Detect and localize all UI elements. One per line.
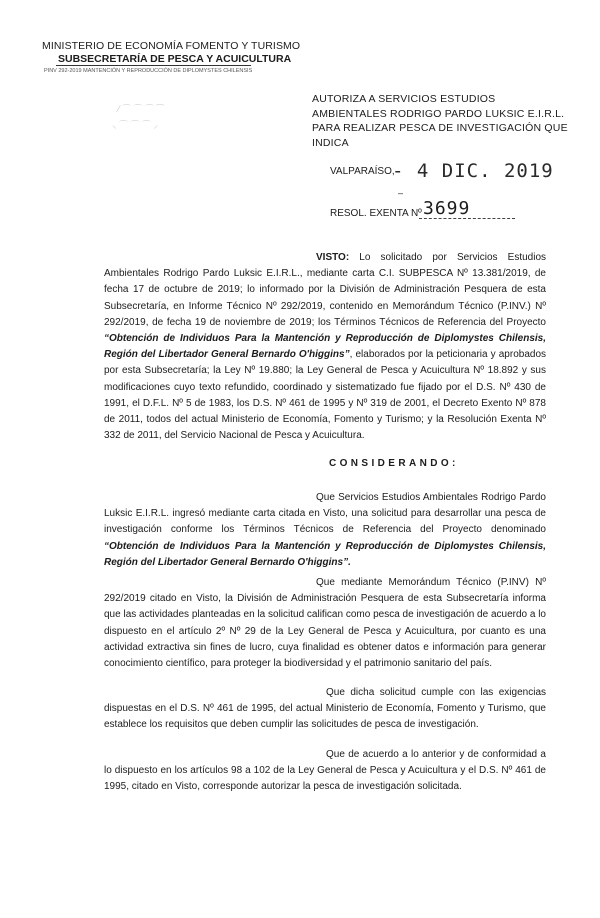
dash-mark: – [398, 188, 404, 198]
subsecretaria-name: SUBSECRETARÍA DE PESCA Y ACUICULTURA [58, 53, 292, 65]
visto-paragraph [104, 250, 546, 444]
visto-label: VISTO: [316, 252, 350, 263]
c1-text: Que Servicios Estudios Ambientales Rodrigo Pardo Luksic E.I.R.L. ingresó mediante carta citada en Visto, una solicitud para desarrollar una pesca de investigación conforme los Términos Técnicos de Referencia del Proyecto denominado [104, 492, 546, 536]
document-subject: AUTORIZA A SERVICIOS ESTUDIOS AMBIENTALES RODRIGO PARDO LUKSIC E.I.R.L. PARA REALIZAR PESCA DE INVESTIGACIÓN QUE INDICA [312, 93, 568, 149]
considerando-paragraph-4 [104, 747, 546, 796]
c2-text: Que mediante Memorándum Técnico (P.INV) Nº 292/2019 citado en Visto, la División de Administración Pesquera de esta Subsecretaría informa que las actividades planteadas en la solicitud califican como pesca de investigación de acuerdo a lo dispuesto en el artículo 2º Nº 29 de la Ley General de Pesca y Acuicultura, por cuanto es una actividad extractiva sin fines de lucro, cuya finalidad es obtener datos e información para generar conocimiento científico, para proteger la biodiversidad y el patrimonio sanitario del país. [104, 577, 546, 670]
header-underline [56, 65, 251, 66]
visto-project-title: “Obtención de Individuos Para la Mantención y Reproducción de Diplomystes Chilensis, Región del Libertador General Bernardo O'higgins” [104, 333, 546, 361]
resolution-number-underline [419, 218, 515, 219]
date-stamp: - 4 DIC. 2019 [392, 160, 554, 182]
resolution-number: 3699 [423, 198, 471, 219]
faint-stamp-mark: ⸜ ⌒ ⌒ ⌒ ⸝ [112, 120, 159, 130]
considerando-paragraph-1 [104, 490, 546, 571]
c1-project-title: “Obtención de Individuos Para la Mantención y Reproducción de Diplomystes Chilensis, Región del Libertador General Bernardo O'higgins”. [104, 540, 546, 568]
faint-stamp-mark: ⁄ ⌒ ⌒ ⌒ ⁀ [118, 104, 164, 114]
resolution-label: RESOL. EXENTA Nº [330, 208, 422, 219]
considerando-paragraph-3 [104, 685, 546, 734]
visto-text-2: , elaborados por la peticionaria y aprobados por esta Subsecretaría; la Ley Nº 19.880; la Ley General de Pesca y Acuicultura Nº 18.892 y sus modificaciones cuyo texto refundido, coordinado y sistematizado fue fijado por el D.S. Nº 430 de 1991, el D.F.L. Nº 5 de 1983, los D.S. Nº 461 de 1995 y Nº 319 de 2001, el Decreto Exento Nº 878 de 2011, todos del actual Ministerio de Economía, Fomento y Turismo; y la Resolución Exenta Nº 332 de 2011, del Servicio Nacional de Pesca y Acuicultura. [104, 349, 547, 442]
place-label: VALPARAÍSO, [330, 166, 395, 177]
header-small-line: PINV 292-2019 MANTENCIÓN Y REPRODUCCIÓN DE DIPLOMYSTES CHILENSIS [44, 68, 253, 74]
visto-text-1: Lo solicitado por Servicios Estudios Ambientales Rodrigo Pardo Luksic E.I.R.L., mediante carta C.I. SUBPESCA Nº 13.381/2019, de fecha 17 de octubre de 2019; lo informado por la División de Administración Pesquera de esta Subsecretaría, en Informe Técnico Nº 292/2019, contenido en Memorándum Técnico (P.INV.) Nº 292/2019, de fecha 19 de noviembre de 2019; los Términos Técnicos de Referencia del Proyecto [104, 252, 546, 328]
ministry-name: MINISTERIO DE ECONOMÍA FOMENTO Y TURISMO [42, 40, 301, 52]
c4-text: Que de acuerdo a lo anterior y de conformidad a lo dispuesto en los artículos 98 a 102 de la Ley General de Pesca y Acuicultura y el D.S. Nº 461 de 1995, citado en Visto, corresponde autorizar la pesca de investigación solicitada. [104, 749, 546, 793]
considerando-paragraph-2 [104, 575, 546, 672]
c3-text: Que dicha solicitud cumple con las exigencias dispuestas en el D.S. Nº 461 de 1995, del actual Ministerio de Economía, Fomento y Turismo, que establece los requisitos que deben cumplir las solicitudes de pesca de investigación. [104, 687, 546, 731]
considerando-heading: CONSIDERANDO: [329, 458, 459, 469]
